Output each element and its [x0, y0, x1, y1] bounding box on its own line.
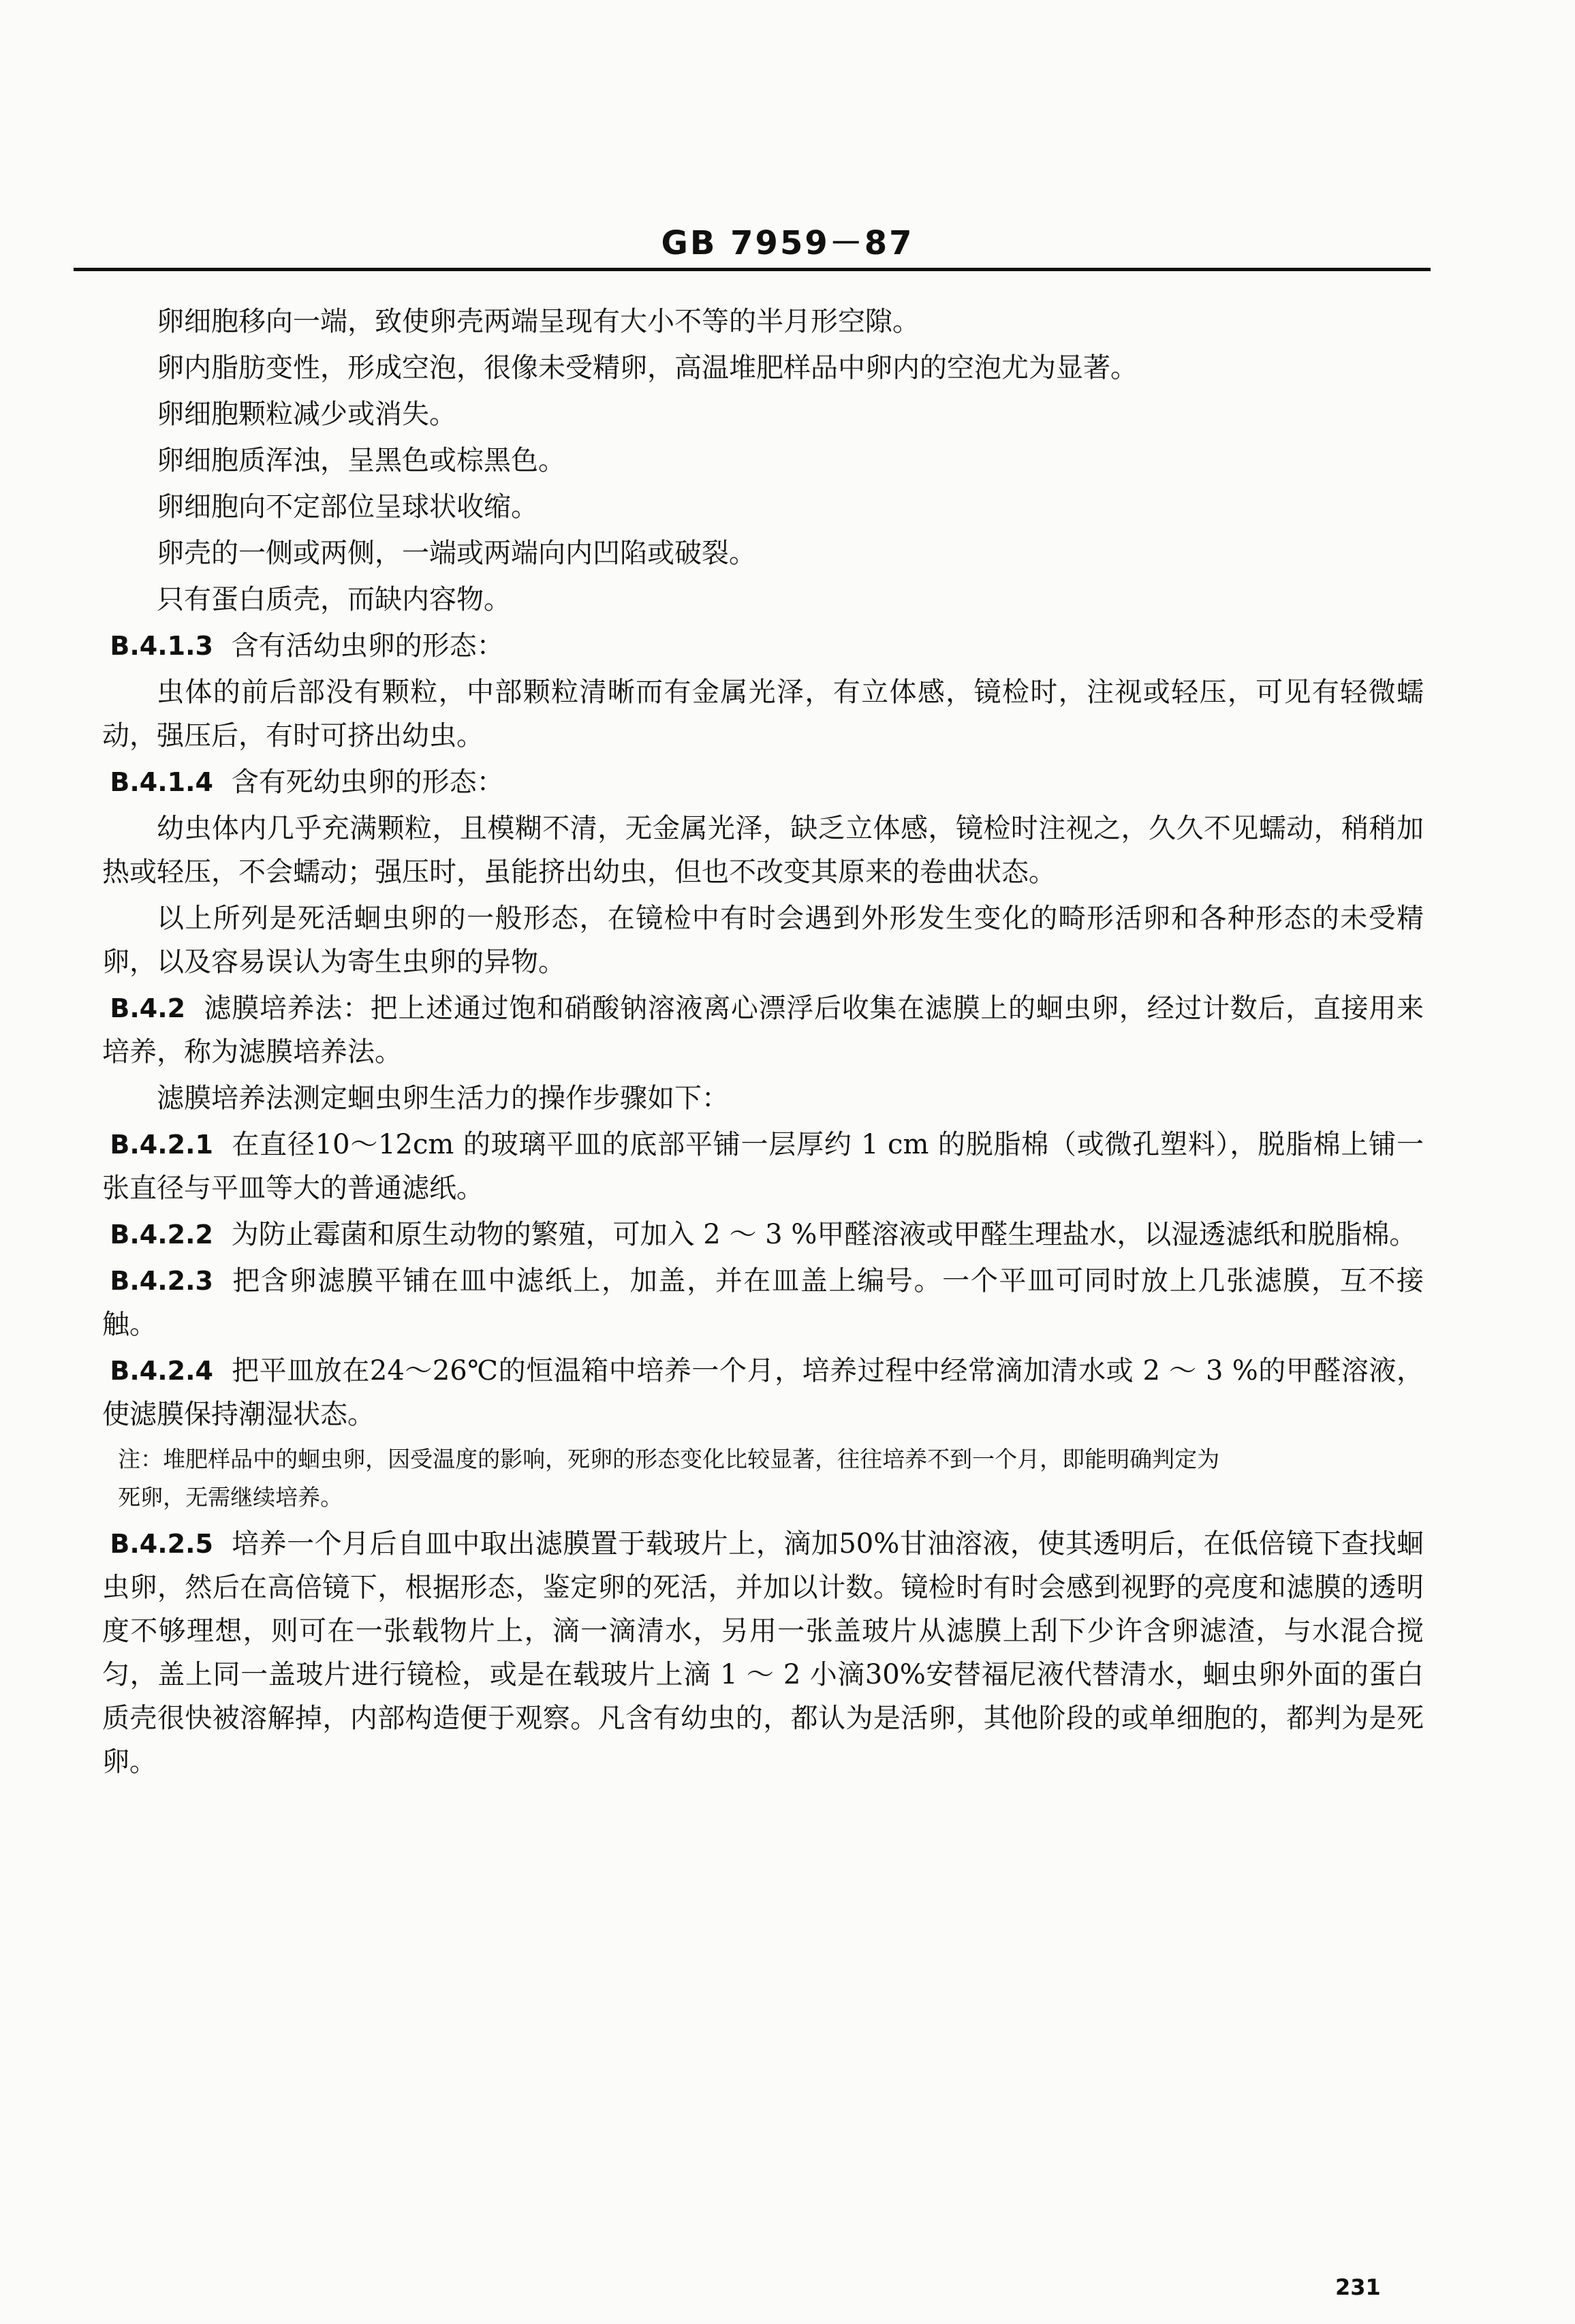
section-number: B.4.2.2 [110, 1220, 213, 1250]
section-b4-2-2 [102, 1213, 1424, 1256]
paragraph: 卵壳的一侧或两侧，一端或两端向内凹陷或破裂。 [157, 538, 756, 569]
paragraph: 卵细胞颗粒减少或消失。 [157, 399, 456, 430]
note-line: 死卵，无需继续培养。 [118, 1484, 343, 1510]
section-text: 含有活幼虫卵的形态： [231, 630, 504, 662]
section-text: 含有死幼虫卵的形态： [231, 766, 504, 798]
section-b4-2-3 [102, 1259, 1424, 1346]
section-text: 为防止霉菌和原生动物的繁殖，可加入 2 ～ 3 %甲醛溶液或甲醛生理盐水，以湿透滤纸和脱脂棉。 [231, 1219, 1417, 1250]
paragraph: 卵细胞移向一端，致使卵壳两端呈现有大小不等的半月形空隙。 [157, 306, 920, 337]
section-b4-2-5 [102, 1522, 1424, 1784]
section-text: 滤膜培养法：把上述通过饱和硝酸钠溶液离心漂浮后收集在滤膜上的蛔虫卵，经过计数后，直接用来培养，称为滤膜培养法。 [102, 993, 1424, 1068]
section-number: B.4.1.3 [110, 631, 213, 661]
paragraph: 只有蛋白质壳，而缺内容物。 [157, 584, 511, 615]
section-number: B.4.2.5 [110, 1529, 213, 1559]
paragraph: 卵细胞质浑浊，呈黑色或棕黑色。 [157, 445, 565, 476]
section-number: B.4.1.4 [110, 767, 213, 797]
header-rule [74, 268, 1431, 271]
section-b4-2-4 [102, 1349, 1424, 1436]
paragraph: 以上所列是死活蛔虫卵的一般形态，在镜检中有时会遇到外形发生变化的畸形活卵和各种形态的未受精卵，以及容易误认为寄生虫卵的异物。 [102, 903, 1424, 978]
section-text: 把平皿放在24～26℃的恒温箱中培养一个月，培养过程中经常滴加清水或 2 ～ 3 %的甲醛溶液，使滤膜保持潮湿状态。 [102, 1355, 1424, 1430]
paragraph: 卵内脂肪变性，形成空泡，很像未受精卵，高温堆肥样品中卵内的空泡尤为显著。 [157, 352, 1138, 384]
paragraph: 滤膜培养法测定蛔虫卵生活力的操作步骤如下： [157, 1083, 729, 1114]
note [102, 1440, 1424, 1517]
paragraph: 幼虫体内几乎充满颗粒，且模糊不清，无金属光泽，缺乏立体感，镜检时注视之，久久不见蠕动，稍稍加热或轻压，不会蠕动；强压时，虽能挤出幼虫，但也不改变其原来的卷曲状态。 [102, 813, 1424, 888]
section-number: B.4.2.3 [110, 1266, 213, 1296]
section-number: B.4.2.1 [110, 1130, 213, 1160]
page-header: GB 7959－87 [661, 224, 914, 262]
page-number: 231 [1335, 2274, 1381, 2300]
note-line: 注：堆肥样品中的蛔虫卵，因受温度的影响，死卵的形态变化比较显著，往往培养不到一个月，即能明确判定为 [118, 1446, 1220, 1472]
section-number: B.4.2 [110, 993, 186, 1023]
section-b4-1-3 [102, 624, 1424, 668]
section-text: 培养一个月后自皿中取出滤膜置于载玻片上，滴加50%甘油溶液，使其透明后，在低倍镜下查找蛔虫卵，然后在高倍镜下，根据形态，鉴定卵的死活，并加以计数。镜检时有时会感到视野的亮度和滤膜的透明度不够理想，则可在一张载物片上，滴一滴清水，另用一张盖玻片从滤膜上刮下少许含卵滤渣，与水混合搅匀，盖上同一盖玻片进行镜检，或是在载玻片上滴 1 ～ 2 小滴30%安替福尼液代替清水，蛔虫卵外面的蛋白质壳很快被溶解掉，内部构造便于观察。凡含有幼虫的，都认为是活卵，其他阶段的或单细胞的，都判为是死卵。 [102, 1528, 1424, 1778]
section-b4-2-1 [102, 1123, 1424, 1210]
section-number: B.4.2.4 [110, 1356, 213, 1386]
paragraph: 卵细胞向不定部位呈球状收缩。 [157, 491, 538, 523]
paragraph: 虫体的前后部没有颗粒，中部颗粒清晰而有金属光泽，有立体感，镜检时，注视或轻压，可见有轻微蠕动，强压后，有时可挤出幼虫。 [102, 677, 1424, 752]
section-text: 在直径10～12cm 的玻璃平皿的底部平铺一层厚约 1 cm 的脱脂棉（或微孔塑料），脱脂棉上铺一张直径与平皿等大的普通滤纸。 [102, 1129, 1424, 1204]
section-b4-2 [102, 987, 1424, 1074]
document-body [102, 300, 1424, 1784]
section-b4-1-4 [102, 760, 1424, 804]
section-text: 把含卵滤膜平铺在皿中滤纸上，加盖，并在皿盖上编号。一个平皿可同时放上几张滤膜，互不接触。 [102, 1265, 1424, 1340]
